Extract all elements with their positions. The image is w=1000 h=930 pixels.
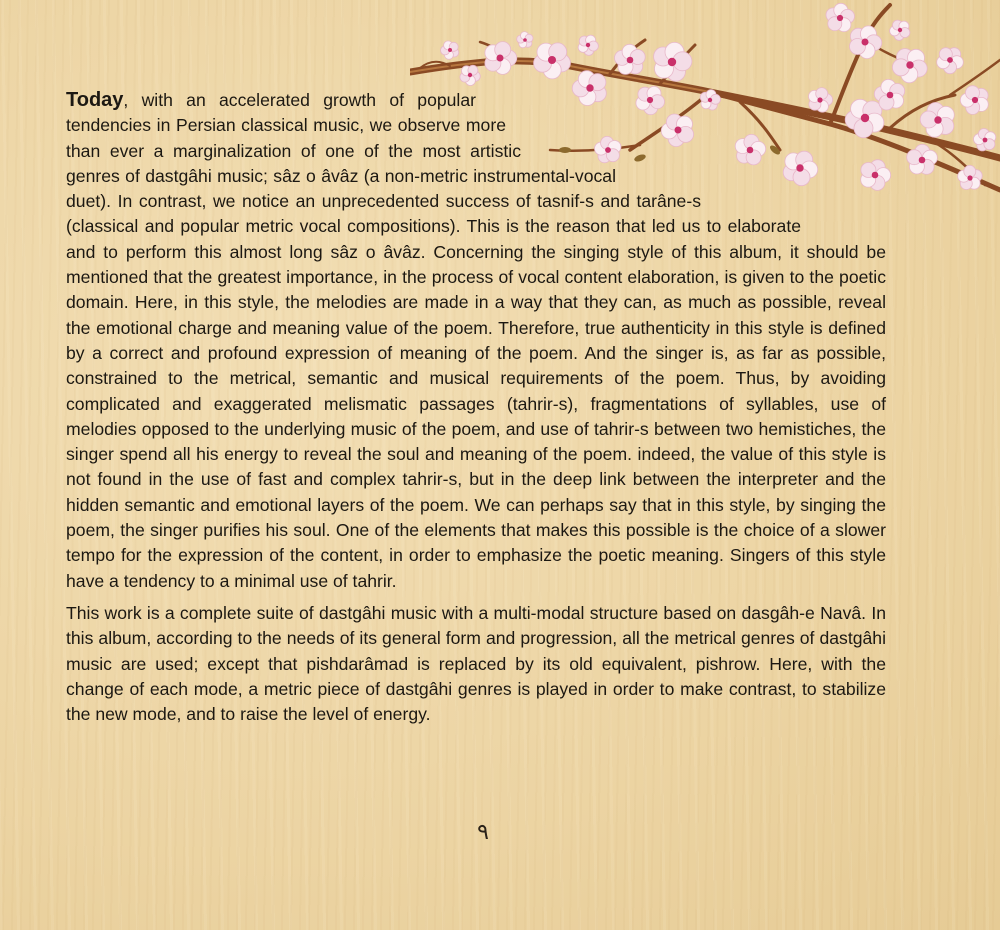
blossom-flower (441, 41, 459, 59)
blossom-flower (534, 43, 571, 79)
blossom-flower (485, 42, 517, 75)
paragraph-1-text: , with an accelerated growth of popular tendencies in Persian classical music, we observe more than ever a marginalization of one of the most artistic genres of dastgâhi music; sâz o âvâz (a non-metric instrumental-vocal duet). In contrast, we notice an unprecedented success of tasnif-s and tarâne-s (classical and popular metric vocal compositions). This is the reason that led us to elaborate and to perform this almost long sâz o âvâz. Concerning the singing style of this album, it should be mentioned that the greatest importance, in the process of vocal content elaboration, is given to the poetic domain. Here, in this style, the melodies are made in a way that they can, as much as possible, reveal the emotional charge and meaning value of the poem. Therefore, true authenticity in this style is defined by a correct and profound expression of meaning of the poem. And the singer is, as far as possible, constrained to the metrical, semantic and musical requirements of the poem. Thus, by avoiding complicated and exaggerated melismatic passages (tahrir-s), fragmentations of syllables, use of melodies opposed to the underlying music of the poem, and use of tahrir-s between two hemistiches, the singer spend all his energy to reveal the soul and meaning of the poem. indeed, the value of this style is not found in the use of fast and complex tahrir-s, but in the deep link between the interpreter and the hidden semantic and emotional layers of the poem. We can perhaps say that in this style, by singing the poem, the singer purifies his soul. One of the elements that makes this possible is the choice of a slower tempo for the expression of the content, in order to emphasize the poetic meaning. Singers of this style have a tendency to a minimal use of tahrir. (66, 90, 886, 591)
blossom-flower (890, 20, 910, 40)
blossom-flower (974, 129, 996, 151)
blossom-flower (578, 35, 598, 55)
blossom-flower (850, 26, 882, 59)
blossom-flower (892, 49, 927, 83)
blossom-flower (615, 44, 646, 74)
blossom-flower (654, 42, 692, 81)
page-number: ٩ (477, 820, 489, 845)
blossom-flower (826, 3, 855, 31)
blossom-flower (460, 65, 480, 85)
lead-word: Today (66, 89, 124, 111)
blossom-flower (907, 144, 938, 174)
paragraph-2: This work is a complete suite of dastgâhi music with a multi-modal structure based on dasgâh-e Navâ. In this album, according to the needs of its general form and progression, all the metrical genres of dastgâhi music are used; except that pishdarâmad is replaced by its old equivalent, pishrow. Here, with the change of each mode, a metric piece of dastgâhi genres is played in order to make contrast, to stabilize the new mode, and to raise the level of energy. (66, 602, 886, 725)
blossom-flower (920, 103, 954, 138)
text-body (66, 88, 886, 727)
blossom-flower (517, 32, 533, 48)
blossom-flower (960, 86, 988, 115)
blossom-flower (958, 165, 983, 189)
blossom-flower (937, 48, 964, 74)
